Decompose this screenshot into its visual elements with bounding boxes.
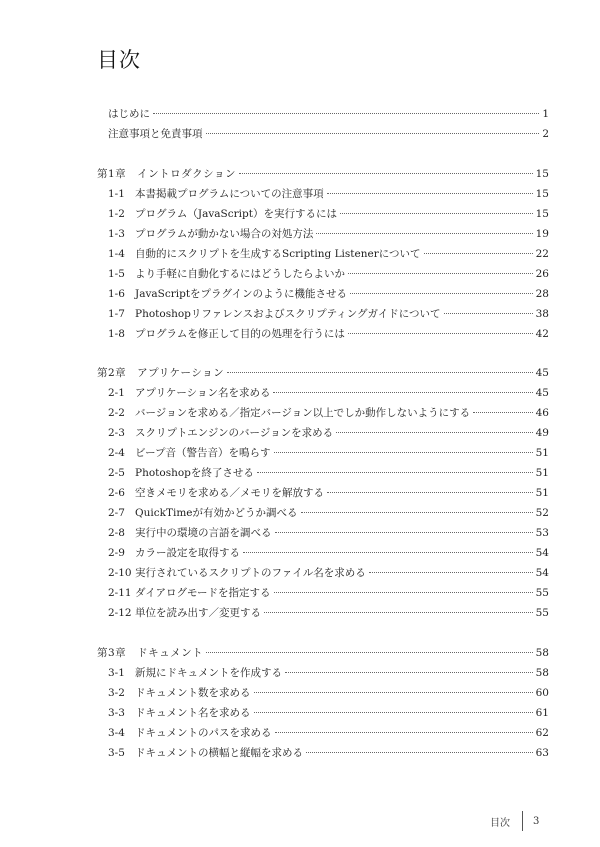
toc-chapter-2[interactable] [97, 366, 549, 380]
toc-page-number: 58 [535, 667, 549, 679]
section-title: 実行中の環境の言語を調べる [135, 527, 272, 539]
toc-page-number: 19 [535, 228, 549, 240]
toc-item[interactable] [108, 386, 549, 400]
toc-item[interactable] [108, 666, 549, 680]
toc-entry-label: 注意事項と免責事項 [108, 128, 203, 140]
dot-leader [327, 193, 533, 194]
toc-page-number: 45 [535, 367, 549, 379]
dot-leader [348, 273, 533, 274]
toc-item[interactable] [108, 746, 549, 760]
toc-page-number: 15 [535, 188, 549, 200]
dot-leader [285, 672, 533, 673]
section-number: 2-12 [108, 607, 132, 619]
section-number: 3-1 [108, 667, 125, 679]
dot-leader [348, 333, 533, 334]
section-number: 3-5 [108, 747, 125, 759]
section-number: 2-11 [108, 587, 132, 599]
toc-item[interactable] [108, 406, 549, 420]
section-title: ダイアログモードを指定する [135, 587, 271, 599]
toc-item[interactable] [108, 287, 549, 301]
dot-leader [327, 492, 533, 493]
page-footer [490, 811, 539, 831]
dot-leader [206, 652, 532, 653]
section-number: 2-3 [108, 427, 125, 439]
toc-item[interactable] [108, 566, 549, 580]
section-title: 実行されているスクリプトのファイル名を求める [135, 567, 366, 579]
toc-page-number: 22 [535, 248, 549, 260]
section-title: 単位を読み出す／変更する [135, 607, 261, 619]
section-title: 自動的にスクリプトを生成するScripting Listenerについて [135, 248, 421, 260]
dot-leader [239, 173, 533, 174]
toc-item[interactable] [108, 207, 549, 221]
toc-page-number: 26 [535, 268, 549, 280]
toc-page-number: 54 [535, 547, 549, 559]
chapter-title: 第1章 イントロダクション [97, 168, 236, 180]
section-number: 2-4 [108, 447, 125, 459]
toc-item[interactable] [108, 187, 549, 201]
section-number: 2-8 [108, 527, 125, 539]
toc-page-number: 15 [535, 168, 549, 180]
footer-page-number: 3 [533, 815, 540, 827]
section-number: 1-6 [108, 288, 125, 300]
toc-page-number: 28 [535, 288, 549, 300]
toc-item[interactable] [108, 546, 549, 560]
toc-page-number: 58 [535, 647, 549, 659]
toc-page-number: 46 [535, 407, 549, 419]
dot-leader [473, 412, 532, 413]
dot-leader [301, 512, 533, 513]
chapter-title: 第2章 アプリケーション [97, 367, 225, 379]
dot-leader [274, 452, 533, 453]
dot-leader [264, 612, 533, 613]
section-number: 2-5 [108, 467, 125, 479]
section-title: ドキュメントの横幅と縦幅を求める [135, 747, 303, 759]
section-number: 3-2 [108, 687, 125, 699]
section-number: 2-10 [108, 567, 132, 579]
section-title: Photoshopリファレンスおよびスクリプティングガイドについて [135, 308, 441, 320]
toc-page-number: 52 [535, 507, 549, 519]
toc-item[interactable] [108, 526, 549, 540]
section-title: QuickTimeが有効かどうか調べる [135, 507, 298, 519]
dot-leader [227, 372, 532, 373]
section-title: プログラムを修正して目的の処理を行うには [135, 328, 345, 340]
toc-page-number: 55 [535, 607, 549, 619]
toc-item[interactable] [108, 686, 549, 700]
dot-leader [257, 472, 533, 473]
section-title: 本書掲載プログラムについての注意事項 [135, 188, 324, 200]
section-title: Photoshopを終了させる [135, 467, 254, 479]
toc-entry-intro[interactable] [108, 107, 549, 121]
dot-leader [316, 233, 532, 234]
dot-leader [275, 732, 533, 733]
dot-leader [306, 752, 533, 753]
section-number: 1-7 [108, 308, 125, 320]
toc-item[interactable] [108, 446, 549, 460]
dot-leader [254, 692, 533, 693]
dot-leader [273, 392, 532, 393]
section-title: プログラムが動かない場合の対処方法 [135, 228, 314, 240]
toc-page-number: 55 [535, 587, 549, 599]
toc-entry-label: はじめに [108, 108, 150, 120]
dot-leader [369, 572, 533, 573]
section-number: 1-4 [108, 248, 125, 260]
dot-leader [243, 552, 533, 553]
chapter-title: 第3章 ドキュメント [97, 647, 204, 659]
section-number: 1-8 [108, 328, 125, 340]
toc-item[interactable] [108, 706, 549, 720]
toc-page-number: 53 [535, 527, 549, 539]
toc-page-number: 49 [535, 427, 549, 439]
dot-leader [336, 432, 532, 433]
toc-item[interactable] [108, 267, 549, 281]
section-title: JavaScriptをプラグインのように機能させる [135, 288, 348, 300]
toc-item[interactable] [108, 586, 549, 600]
section-number: 1-1 [108, 188, 125, 200]
toc-page-number: 42 [535, 328, 549, 340]
toc-item[interactable] [108, 606, 549, 620]
footer-divider [522, 811, 523, 831]
section-title: より手軽に自動化するにはどうしたらよいか [135, 268, 345, 280]
toc-item[interactable] [108, 426, 549, 440]
section-number: 2-9 [108, 547, 125, 559]
toc-entry-disclaimer[interactable] [108, 127, 549, 141]
section-title: カラー設定を取得する [135, 547, 240, 559]
dot-leader [254, 712, 533, 713]
toc-chapter-3[interactable] [97, 646, 549, 660]
toc-page-number: 54 [535, 567, 549, 579]
toc-page-number: 62 [535, 727, 549, 739]
toc-item[interactable] [108, 247, 549, 261]
dot-leader [350, 293, 533, 294]
section-title: 空きメモリを求める／メモリを解放する [135, 487, 324, 499]
toc-page-number: 51 [535, 447, 549, 459]
dot-leader [206, 133, 540, 134]
toc-page-number: 2 [542, 128, 549, 140]
section-title: バージョンを求める／指定バージョン以上でしか動作しないようにする [135, 407, 471, 419]
toc-item[interactable] [108, 466, 549, 480]
section-number: 1-5 [108, 268, 125, 280]
toc-item[interactable] [108, 726, 549, 740]
section-number: 1-2 [108, 208, 125, 220]
toc-item[interactable] [108, 486, 549, 500]
section-number: 2-7 [108, 507, 125, 519]
page-title: 目次 [97, 48, 141, 72]
toc-page-number: 1 [542, 108, 549, 120]
toc-chapter-1[interactable] [97, 167, 549, 181]
section-title: 新規にドキュメントを作成する [135, 667, 282, 679]
toc-page-number: 60 [535, 687, 549, 699]
toc-page-number: 63 [535, 747, 549, 759]
section-title: プログラム（JavaScript）を実行するには [135, 208, 337, 220]
section-number: 3-4 [108, 727, 125, 739]
dot-leader [340, 213, 533, 214]
section-number: 2-6 [108, 487, 125, 499]
dot-leader [424, 253, 533, 254]
section-number: 1-3 [108, 228, 125, 240]
dot-leader [274, 592, 533, 593]
toc-page-number: 15 [535, 208, 549, 220]
section-title: ドキュメント名を求める [135, 707, 251, 719]
toc-page-number: 61 [535, 707, 549, 719]
toc-item[interactable] [108, 227, 549, 241]
section-title: ドキュメントのパスを求める [135, 727, 272, 739]
toc-item[interactable] [108, 506, 549, 520]
toc-page-number: 45 [535, 387, 549, 399]
section-title: ドキュメント数を求める [135, 687, 251, 699]
dot-leader [153, 113, 539, 114]
dot-leader [444, 313, 533, 314]
toc-item[interactable] [108, 307, 549, 321]
toc-item[interactable] [108, 327, 549, 341]
section-title: ビープ音（警告音）を鳴らす [135, 447, 271, 459]
section-title: スクリプトエンジンのバージョンを求める [135, 427, 334, 439]
section-number: 3-3 [108, 707, 125, 719]
toc-page-number: 51 [535, 467, 549, 479]
section-title: アプリケーション名を求める [135, 387, 271, 399]
dot-leader [275, 532, 533, 533]
toc-page-number: 38 [535, 308, 549, 320]
footer-section-label: 目次 [490, 817, 510, 829]
section-number: 2-2 [108, 407, 125, 419]
section-number: 2-1 [108, 387, 125, 399]
toc-page-number: 51 [535, 487, 549, 499]
